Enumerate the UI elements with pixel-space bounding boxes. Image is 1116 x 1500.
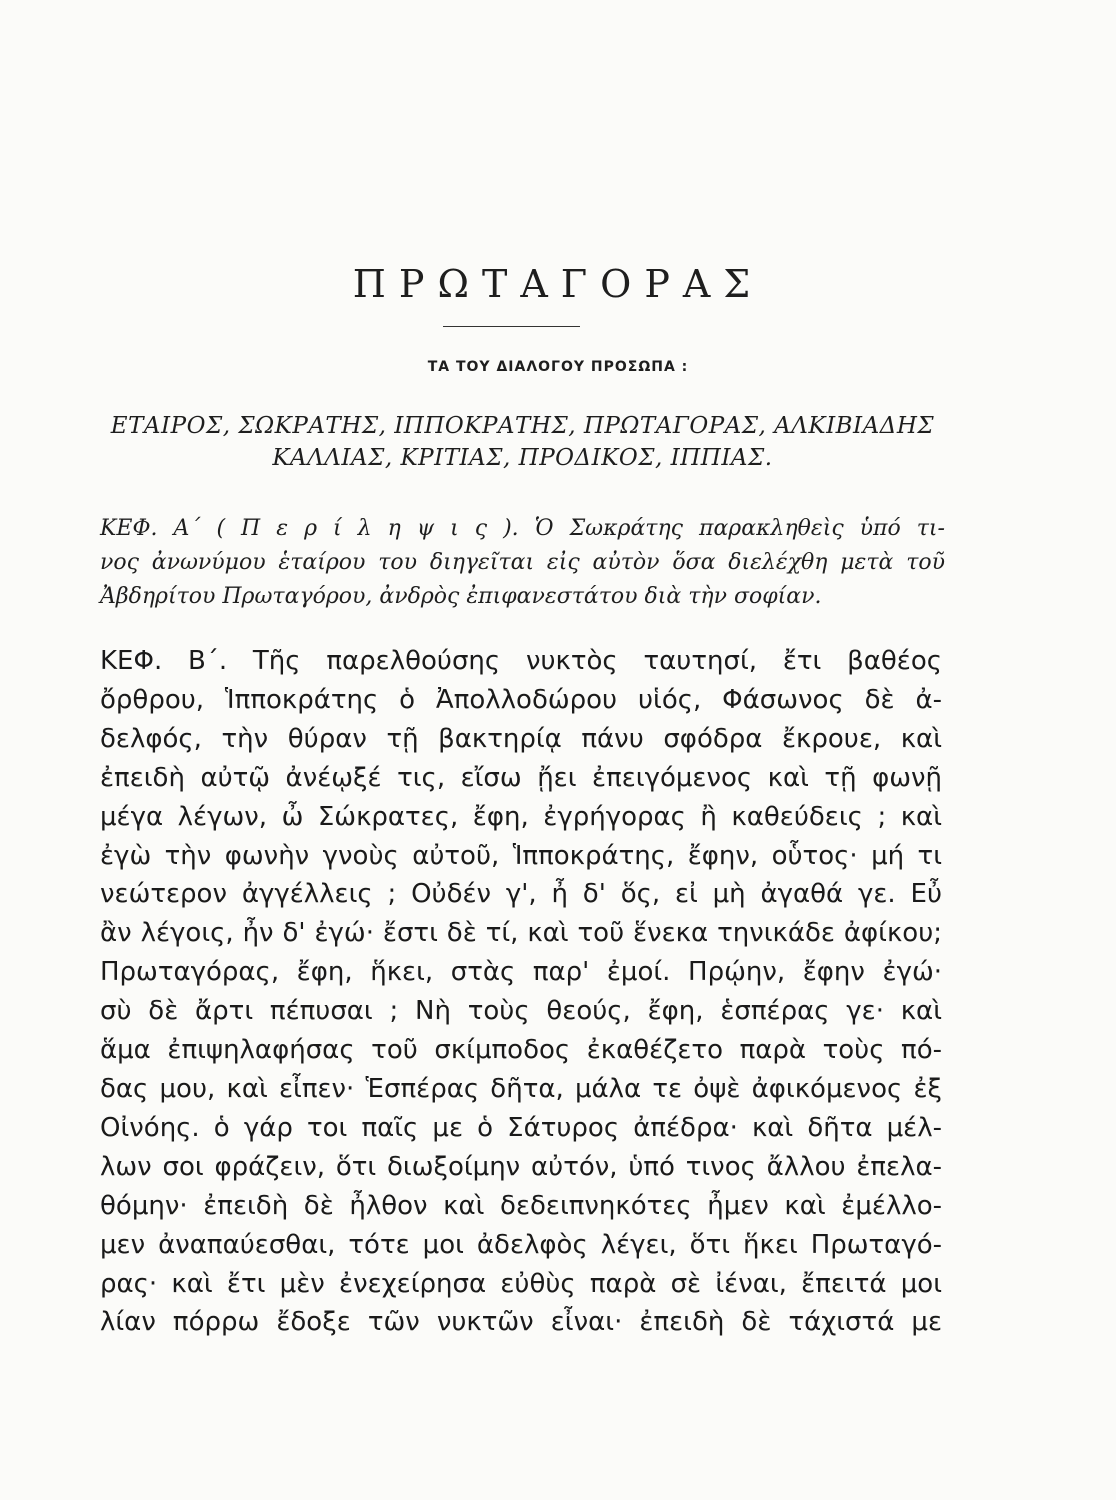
body-line: ἂν λέγοις, ἦν δ' ἐγώ· ἔστι δὲ τί, καὶ τοῦ ἕνεκα τηνικάδε ἀφίκου; (100, 918, 942, 949)
body-line: Πρωταγόρας, ἔφη, ἥκει, στὰς παρ' ἐμοί. Πρῴην, ἔφην ἐγώ· (100, 957, 942, 988)
body-line: ἐπειδὴ αὐτῷ ἀνέῳξέ τις, εἴσω ᾔει ἐπειγόμενος καὶ τῇ φωνῇ (100, 762, 942, 793)
body-line: ρας· καὶ ἔτι μὲν ἐνεχείρησα εὐθὺς παρὰ σὲ ἰέναι, ἔπειτά μοι (100, 1268, 942, 1299)
body-line: δας μου, καὶ εἶπεν· Ἑσπέρας δῆτα, μάλα τε ὀψὲ ἀφικόμενος ἐξ (100, 1073, 942, 1104)
title-rule (443, 326, 580, 327)
page-title: ΠΡΩΤΑΓΟΡΑΣ (352, 262, 764, 306)
persons-heading: ΤΑ ΤΟΥ ΔΙΑΛΟΓΟΥ ΠΡΟΣΩΠΑ : (427, 359, 689, 375)
body-line: δελφός, τὴν θύραν τῇ βακτηρίᾳ πάνυ σφόδρα ἔκρουε, καὶ (100, 723, 942, 754)
body-line: μεν ἀναπαύεσθαι, τότε μοι ἀδελφὸς λέγει, ὅτι ἥκει Πρωταγό- (100, 1229, 942, 1260)
body-line: λων σοι φράζειν, ὅτι διωξοίμην αὐτόν, ὑπό τινος ἄλλου ἐπελα- (100, 1151, 942, 1182)
persons-list (100, 410, 945, 474)
body-line: νεώτερον ἀγγέλλεις ; Οὐδέν γ', ἦ δ' ὅς, εἰ μὴ ἀγαθά γε. Εὖ (100, 879, 942, 910)
body-line: θόμην· ἐπειδὴ δὲ ἦλθον καὶ δεδειπνηκότες ἦμεν καὶ ἐμέλλο- (100, 1190, 942, 1221)
body-line: ΚΕΦ. Β΄. Τῆς παρελθούσης νυκτὸς ταυτησί, ἔτι βαθέος (100, 646, 942, 676)
summary-line: ΚΕΦ. Α΄ ( Π ε ρ ί λ η ψ ι ς ). Ὁ Σωκράτης παρακληθεὶς ὑπό τι- (100, 516, 945, 541)
persons-line: ΚΑΛΛΙΑΣ, ΚΡΙΤΙΑΣ, ΠΡΟΔΙΚΟΣ, ΙΠΠΙΑΣ. (272, 445, 773, 471)
body-line: λίαν πόρρω ἔδοξε τῶν νυκτῶν εἶναι· ἐπειδὴ δὲ τάχιστά με (100, 1307, 942, 1338)
body-line: σὺ δὲ ἄρτι πέπυσαι ; Νὴ τοὺς θεούς, ἔφη, ἑσπέρας γε· καὶ (100, 996, 942, 1027)
body-line: ὄρθρου, Ἱπποκράτης ὁ Ἀπολλοδώρου υἱός, Φάσωνος δὲ ἀ- (100, 684, 942, 715)
summary-line: νος ἀνωνύμου ἑταίρου του διηγεῖται εἰς αὐτὸν ὅσα διελέχθη μετὰ τοῦ (100, 550, 945, 575)
summary-line: Ἀβδηρίτου Πρωταγόρου, ἀνδρὸς ἐπιφανεστάτου διὰ τὴν σοφίαν. (100, 584, 822, 609)
body-line: Οἰνόης. ὁ γάρ τοι παῖς με ὁ Σάτυρος ἀπέδρα· καὶ δῆτα μέλ- (100, 1112, 942, 1143)
persons-line: ΕΤΑΙΡΟΣ, ΣΩΚΡΑΤΗΣ, ΙΠΠΟΚΡΑΤΗΣ, ΠΡΩΤΑΓΟΡΑΣ, ΑΛΚΙΒΙΑΔΗΣ (110, 413, 935, 439)
chapter-summary (100, 512, 945, 614)
body-text (100, 642, 942, 1342)
body-line: ἐγὼ τὴν φωνὴν γνοὺς αὐτοῦ, Ἱπποκράτης, ἔφην, οὗτος· μή τι (100, 840, 942, 871)
body-line: ἅμα ἐπιψηλαφήσας τοῦ σκίμποδος ἐκαθέζετο παρὰ τοὺς πό- (100, 1035, 942, 1066)
body-line: μέγα λέγων, ὦ Σώκρατες, ἔφη, ἐγρήγορας ἢ καθεύδεις ; καὶ (100, 801, 942, 832)
